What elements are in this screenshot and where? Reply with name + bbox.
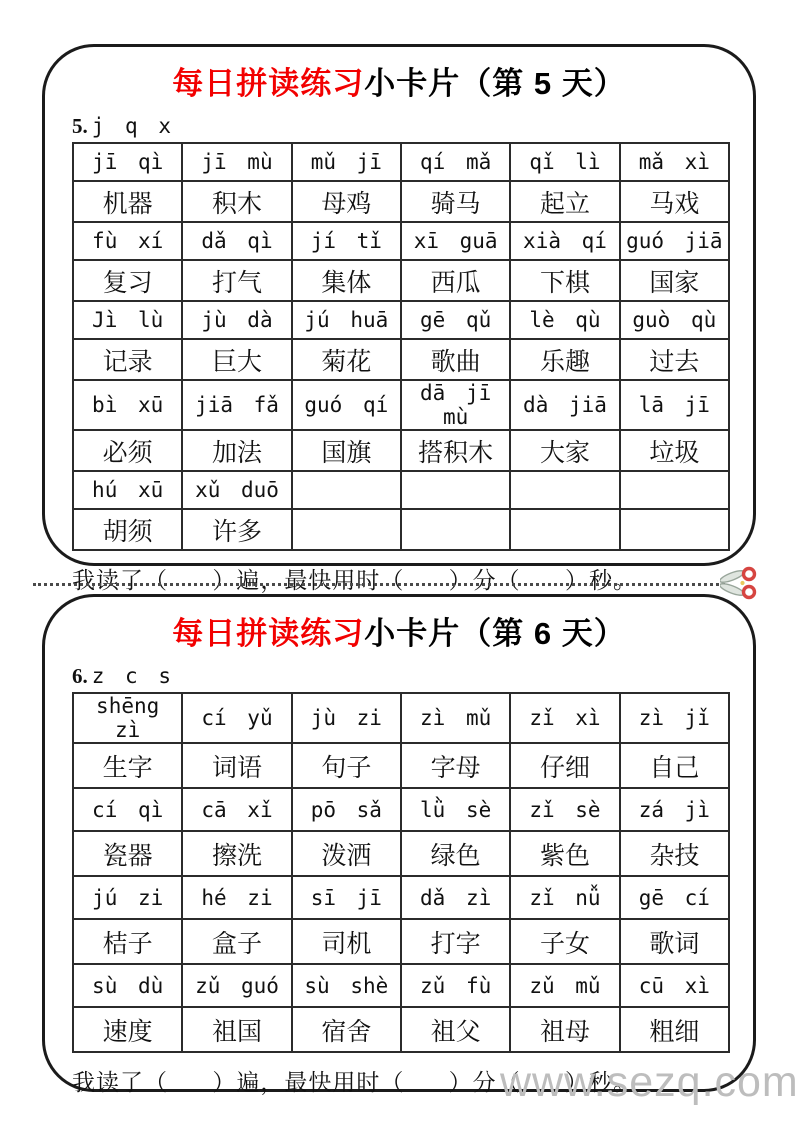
hanzi-cell: 起立 [510,181,619,222]
pinyin-cell: zá jì [620,788,729,831]
card-title-red: 每日拼读练习 [172,616,365,651]
pinyin-cell [401,471,510,509]
hanzi-cell: 母鸡 [292,181,401,222]
hanzi-cell: 紫色 [510,831,619,876]
card-title-black: 小卡片（第 6 天） [364,616,626,651]
hanzi-cell: 字母 [401,743,510,788]
practice-card-day6 [42,594,756,1095]
table-row [73,743,729,788]
scissors-icon [720,564,758,602]
hanzi-cell: 许多 [182,509,291,550]
table-row [73,181,729,222]
hanzi-cell: 胡须 [73,509,182,550]
pinyin-cell: qǐ lì [510,143,619,181]
pinyin-cell: mǎ xì [620,143,729,181]
pinyin-cell: dà jiā [510,380,619,430]
pinyin-cell: sī jī [292,876,401,919]
card-title-black: 小卡片（第 5 天） [364,66,626,101]
hanzi-cell: 记录 [73,339,182,380]
pinyin-cell: dā jī mù [401,380,510,430]
hanzi-cell: 瓷器 [73,831,182,876]
hanzi-cell: 仔细 [510,743,619,788]
pinyin-cell: fù xí [73,222,182,260]
pinyin-cell: zǐ xì [510,693,619,743]
table-row [73,1007,729,1052]
pinyin-cell: zǔ fù [401,964,510,1007]
hanzi-cell: 宿舍 [292,1007,401,1052]
pinyin-cell: xǔ duō [182,471,291,509]
table-row [73,788,729,831]
pinyin-cell [292,471,401,509]
pinyin-cell: zì mǔ [401,693,510,743]
hanzi-cell: 桔子 [73,919,182,964]
section-number: 5. [72,114,88,138]
card-title [45,608,753,653]
pinyin-cell: Jì lù [73,301,182,339]
table-row [73,339,729,380]
pinyin-cell: zǐ sè [510,788,619,831]
hanzi-cell: 垃圾 [620,430,729,471]
table-row [73,964,729,1007]
pinyin-cell: jù zi [292,693,401,743]
table-row [73,380,729,430]
hanzi-cell: 集体 [292,260,401,301]
hanzi-cell: 粗细 [620,1007,729,1052]
pinyin-cell: sù shè [292,964,401,1007]
card-title [45,58,753,103]
hanzi-cell: 祖国 [182,1007,291,1052]
pinyin-cell: zǔ mǔ [510,964,619,1007]
hanzi-cell: 句子 [292,743,401,788]
table-row [73,509,729,550]
table-row [73,143,729,181]
pinyin-cell: jú zi [73,876,182,919]
pinyin-cell: guó qí [292,380,401,430]
hanzi-cell: 绿色 [401,831,510,876]
reading-record-line: 我读了（ ）遍，最快用时（ ）分（ ）秒。 [72,567,638,593]
pinyin-cell: cí qì [73,788,182,831]
practice-card-day5 [42,44,756,593]
reading-record-line: 我读了（ ）遍，最快用时（ ）分（ ）秒。 [72,1069,638,1095]
watermark: www.sezq.com [500,1058,799,1106]
hanzi-cell [620,509,729,550]
hanzi-cell: 国旗 [292,430,401,471]
hanzi-cell: 马戏 [620,181,729,222]
hanzi-cell: 速度 [73,1007,182,1052]
pinyin-cell: xī guā [401,222,510,260]
pinyin-cell: jiā fǎ [182,380,291,430]
pinyin-cell: lè qù [510,301,619,339]
table-row [73,301,729,339]
hanzi-cell: 杂技 [620,831,729,876]
pinyin-cell: guò qù [620,301,729,339]
hanzi-cell [292,509,401,550]
pinyin-cell: sù dù [73,964,182,1007]
table-row [73,471,729,509]
hanzi-cell: 下棋 [510,260,619,301]
pinyin-cell: gē cí [620,876,729,919]
pinyin-cell: gē qǔ [401,301,510,339]
hanzi-cell [401,509,510,550]
pinyin-cell: dǎ zì [401,876,510,919]
hanzi-cell: 打字 [401,919,510,964]
hanzi-cell: 祖母 [510,1007,619,1052]
table-row [73,260,729,301]
hanzi-cell: 词语 [182,743,291,788]
hanzi-cell: 菊花 [292,339,401,380]
pinyin-cell: cū xì [620,964,729,1007]
pinyin-cell [510,471,619,509]
hanzi-cell: 复习 [73,260,182,301]
pinyin-cell: jī mù [182,143,291,181]
pinyin-cell: xià qí [510,222,619,260]
pinyin-cell: lā jī [620,380,729,430]
hanzi-cell: 大家 [510,430,619,471]
pinyin-cell: bì xū [73,380,182,430]
hanzi-cell: 打气 [182,260,291,301]
hanzi-cell: 机器 [73,181,182,222]
card-title-red: 每日拼读练习 [172,66,365,101]
pinyin-cell: zǐ nǚ [510,876,619,919]
pinyin-cell: shēng zì [73,693,182,743]
pinyin-cell: qí mǎ [401,143,510,181]
section-initials: j q x [91,114,175,138]
section-initials: z c s [91,664,175,688]
pinyin-cell: dǎ qì [182,222,291,260]
pinyin-cell: jú huā [292,301,401,339]
hanzi-cell: 乐趣 [510,339,619,380]
hanzi-cell: 生字 [73,743,182,788]
pinyin-cell: lǜ sè [401,788,510,831]
hanzi-cell: 泼洒 [292,831,401,876]
hanzi-cell: 祖父 [401,1007,510,1052]
table-row [73,919,729,964]
pinyin-cell: hé zi [182,876,291,919]
pinyin-cell: zì jǐ [620,693,729,743]
section-label [72,115,753,138]
hanzi-cell: 骑马 [401,181,510,222]
hanzi-cell: 司机 [292,919,401,964]
section-label [72,665,753,688]
table-row [73,831,729,876]
pinyin-cell: cā xǐ [182,788,291,831]
hanzi-cell: 歌词 [620,919,729,964]
hanzi-cell: 积木 [182,181,291,222]
hanzi-cell [510,509,619,550]
pinyin-word-table [72,692,730,1053]
hanzi-cell: 巨大 [182,339,291,380]
hanzi-cell: 擦洗 [182,831,291,876]
cut-dashed-line [33,583,725,586]
pinyin-cell: mǔ jī [292,143,401,181]
hanzi-cell: 加法 [182,430,291,471]
pinyin-cell: pō sǎ [292,788,401,831]
pinyin-cell: cí yǔ [182,693,291,743]
pinyin-cell: guó jiā [620,222,729,260]
pinyin-cell: jí tǐ [292,222,401,260]
pinyin-cell: zǔ guó [182,964,291,1007]
table-row [73,430,729,471]
pinyin-cell: jù dà [182,301,291,339]
hanzi-cell: 歌曲 [401,339,510,380]
hanzi-cell: 过去 [620,339,729,380]
table-row [73,876,729,919]
hanzi-cell: 盒子 [182,919,291,964]
pinyin-word-table [72,142,730,551]
hanzi-cell: 自己 [620,743,729,788]
hanzi-cell: 国家 [620,260,729,301]
table-row [73,222,729,260]
hanzi-cell: 搭积木 [401,430,510,471]
pinyin-cell [620,471,729,509]
table-row [73,693,729,743]
section-number: 6. [72,664,88,688]
pinyin-cell: jī qì [73,143,182,181]
hanzi-cell: 子女 [510,919,619,964]
hanzi-cell: 必须 [73,430,182,471]
pinyin-cell: hú xū [73,471,182,509]
hanzi-cell: 西瓜 [401,260,510,301]
